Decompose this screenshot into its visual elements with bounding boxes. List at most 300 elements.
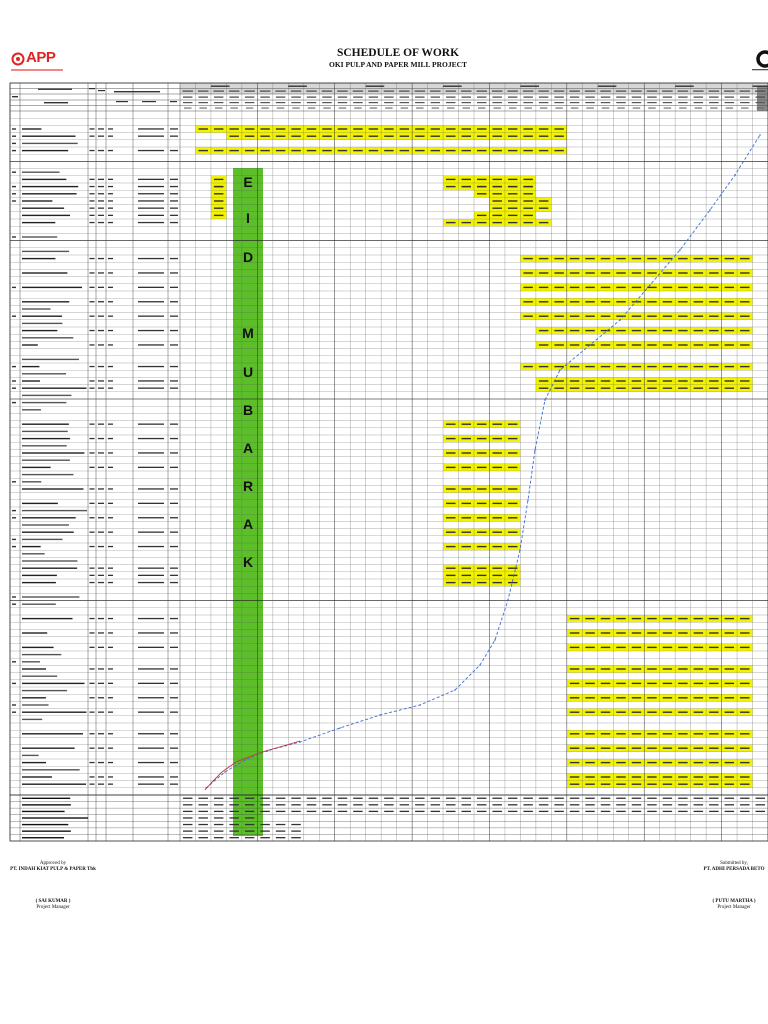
cell-text [492,532,501,533]
cell-text [508,804,517,805]
cell-text [138,647,164,648]
cell-text [725,668,734,669]
cell-text [678,366,687,367]
cell-text [22,553,45,554]
cell-text [647,784,656,785]
cell-text [415,136,424,137]
curve-point [734,174,736,176]
cell-text [22,481,41,482]
cell-text [138,128,164,129]
cell-text [229,150,238,151]
cell-text [338,102,347,103]
cell-text [260,824,269,825]
cell-text [198,811,207,812]
cell-text [22,647,54,648]
curve-point [507,599,509,601]
cell-text [98,272,104,273]
cell-text [647,776,656,777]
cell-text [446,503,455,504]
cell-text [245,817,254,818]
cell-text [22,532,74,533]
submission-block [688,861,768,911]
cell-text [523,272,532,273]
cell-text [554,798,563,799]
cell-text [170,272,178,273]
cell-text [98,546,104,547]
cell-text [585,316,594,317]
cell-text [108,647,113,648]
cell-text [116,101,128,102]
cell-text [337,91,347,92]
cell-text [90,452,95,453]
cell-text [170,330,178,331]
cell-text [353,798,362,799]
cell-text [338,811,347,812]
cell-text [477,582,486,583]
cell-text [647,647,656,648]
cell-text [694,776,703,777]
cell-text [291,824,300,825]
cell-text [523,366,532,367]
cell-text [678,316,687,317]
cell-text [366,86,385,87]
cell-text [601,697,610,698]
cell-text [400,136,409,137]
cell-text [678,784,687,785]
cell-text [183,102,192,103]
banner-letter: D [242,249,254,265]
cell-text [198,97,207,98]
cell-text [138,366,164,367]
cell-text [616,102,625,103]
cell-text [647,697,656,698]
cell-text [663,804,672,805]
cell-text [214,97,223,98]
cell-text [523,208,532,209]
cell-text [138,452,164,453]
cell-text [662,91,672,92]
cell-text [694,97,703,98]
cell-text [740,366,749,367]
cell-text [22,128,41,129]
cell-text [431,128,440,129]
cell-text [570,712,579,713]
cell-text [647,632,656,633]
cell-text [22,654,61,655]
cell-text [214,128,223,129]
approved-by-label: Approved by [39,861,67,866]
cell-text [616,366,625,367]
cell-text [446,186,455,187]
curve-point [454,689,456,691]
cell-text [184,108,191,109]
cell-text [694,683,703,684]
cell-text [740,344,749,345]
cell-text [90,762,95,763]
cell-text [585,804,594,805]
cell-text [98,776,104,777]
cell-text [22,776,52,777]
cell-text [601,366,610,367]
cell-text [616,91,626,92]
cell-text [740,316,749,317]
cell-text [492,102,501,103]
cell-text [22,837,64,838]
cell-text [431,102,440,103]
cell-text [12,172,16,173]
cell-text [508,102,517,103]
cell-text [740,272,749,273]
cell-text [22,208,64,209]
cell-text [508,575,517,576]
cell-text [170,488,178,489]
cell-text [108,316,113,317]
cell-text [695,108,702,109]
cell-text [98,683,104,684]
cell-text [725,784,734,785]
cell-text [369,136,378,137]
cell-text [90,150,95,151]
cell-text [663,388,672,389]
cell-text [170,762,178,763]
cell-text [22,150,68,151]
cell-text [22,380,40,381]
cell-text [678,647,687,648]
cell-text [725,811,734,812]
cell-text [647,712,656,713]
cell-text [211,86,230,87]
cell-text [415,811,424,812]
cell-text [22,546,41,547]
cell-text [631,91,641,92]
cell-text [709,776,718,777]
cell-text [616,632,625,633]
cell-text [307,136,316,137]
cell-text [647,301,656,302]
cell-text [694,804,703,805]
cell-text [338,128,347,129]
cell-text [740,258,749,259]
cell-text [570,784,579,785]
cell-text [170,388,178,389]
cell-text [617,108,624,109]
cell-text [108,150,113,151]
cell-text [98,330,104,331]
cell-text [245,136,254,137]
cell-text [492,128,501,129]
cell-text [138,179,164,180]
cell-text [477,568,486,569]
cell-text [679,108,686,109]
cell-text [492,200,501,201]
approver-name: ( SAI KUMAR ) [35,899,71,904]
cell-text [601,784,610,785]
cell-text [322,136,331,137]
cell-text [98,90,105,91]
cell-text [276,136,285,137]
cell-text [198,798,207,799]
cell-text [570,697,579,698]
cell-text [138,344,164,345]
cell-text [170,366,178,367]
cell-text [586,108,593,109]
cell-text [138,186,164,187]
cell-text [694,798,703,799]
cell-text [108,452,113,453]
cell-text [90,438,95,439]
cell-text [370,108,377,109]
cell-text [170,618,178,619]
cell-text [477,452,486,453]
cell-text [98,128,104,129]
cell-text [12,604,16,605]
cell-text [90,258,95,259]
cell-text [694,784,703,785]
cell-text [539,258,548,259]
cell-text [601,301,610,302]
cell-text [142,101,156,102]
cell-text [98,200,104,201]
cell-text [663,301,672,302]
cell-text [22,524,69,525]
cell-text [22,560,77,561]
contractor-logo-icon [752,50,768,74]
cell-text [740,301,749,302]
cell-text [138,733,164,734]
cell-text [539,136,548,137]
cell-text [22,236,57,237]
cell-text [694,344,703,345]
cell-text [538,91,548,92]
cell-text [98,748,104,749]
cell-text [260,837,269,838]
cell-text [678,380,687,381]
cell-text [678,287,687,288]
cell-text [114,91,160,92]
cell-text [616,784,625,785]
curve-point [527,499,529,501]
cell-text [508,488,517,489]
cell-text [492,193,501,194]
cell-text [170,546,178,547]
cell-text [90,618,95,619]
cell-text [601,733,610,734]
cell-text [138,388,164,389]
cell-text [585,330,594,331]
cell-text [108,618,113,619]
cell-text [291,150,300,151]
cell-text [554,344,563,345]
cell-text [90,503,95,504]
curve-point [544,399,546,401]
cell-text [138,697,164,698]
cell-text [291,804,300,805]
cell-text [709,272,718,273]
cell-text [740,776,749,777]
cell-text [678,272,687,273]
cell-text [616,258,625,259]
cell-text [22,798,70,799]
cell-text [446,575,455,576]
cell-text [678,258,687,259]
cell-text [90,488,95,489]
cell-text [12,380,16,381]
cell-text [108,568,113,569]
cell-text [740,748,749,749]
cell-text [288,86,307,87]
cell-text [632,388,641,389]
cell-text [308,108,315,109]
cell-text [322,804,331,805]
cell-text [183,837,192,838]
cell-text [12,186,16,187]
cell-text [322,102,331,103]
cell-text [462,438,471,439]
cell-text [523,150,532,151]
cell-text [446,467,455,468]
cell-text [307,811,316,812]
cell-text [108,215,113,216]
cell-text [694,632,703,633]
cell-text [710,108,717,109]
cell-text [108,632,113,633]
cell-text [98,301,104,302]
banner-letter: K [242,554,254,570]
cell-text [22,712,86,713]
cell-text [647,258,656,259]
cell-text [138,683,164,684]
cell-text [725,330,734,331]
cell-text [523,193,532,194]
cell-text [22,409,41,410]
cell-text [291,811,300,812]
cell-text [44,102,68,103]
cell-text [616,804,625,805]
cell-text [214,811,223,812]
cell-text [632,697,641,698]
cell-text [138,467,164,468]
curve-point [479,664,481,666]
cell-text [138,488,164,489]
cell-text [170,101,177,102]
cell-text [22,308,50,309]
cell-text [616,344,625,345]
cell-text [616,733,625,734]
cell-text [616,330,625,331]
cell-text [198,91,208,92]
cell-text [90,784,95,785]
cell-text [678,301,687,302]
table-border [10,83,768,841]
submitted-by-label: Submitted by, [720,861,748,866]
cell-text [462,424,471,425]
cell-text [446,488,455,489]
curve-point [619,319,621,321]
cell-text [554,102,563,103]
cell-text [694,258,703,259]
cell-text [170,733,178,734]
cell-text [22,344,38,345]
cell-text [647,618,656,619]
cell-text [98,366,104,367]
cell-text [757,108,764,109]
cell-text [508,424,517,425]
cell-text [369,798,378,799]
cell-text [478,108,485,109]
cell-text [462,452,471,453]
cell-text [632,618,641,619]
cell-text [22,388,87,389]
cell-text [462,546,471,547]
cell-text [554,128,563,129]
cell-text [138,618,164,619]
cell-text [585,618,594,619]
cell-text [664,108,671,109]
cell-text [492,186,501,187]
cell-text [98,258,104,259]
cell-text [138,150,164,151]
cell-text [508,532,517,533]
cell-text [22,830,71,831]
cell-text [601,668,610,669]
cell-text [431,811,440,812]
cell-text [22,424,69,425]
cell-text [508,452,517,453]
cell-text [508,503,517,504]
cell-text [616,647,625,648]
cell-text [523,798,532,799]
cell-text [709,287,718,288]
curve-point [679,249,681,251]
cell-text [98,568,104,569]
cell-text [570,388,579,389]
cell-text [170,200,178,201]
cell-text [384,136,393,137]
cell-text [709,301,718,302]
cell-text [338,804,347,805]
cell-text [138,193,164,194]
cell-text [570,668,579,669]
cell-text [477,186,486,187]
cell-text [725,258,734,259]
cell-text [214,150,223,151]
cell-text [647,272,656,273]
cell-text [663,97,672,98]
cell-text [462,532,471,533]
cell-text [12,596,16,597]
cell-text [492,575,501,576]
cell-text [90,186,95,187]
cell-text [523,804,532,805]
cell-text [22,510,87,511]
cell-text [492,488,501,489]
cell-text [108,208,113,209]
cell-text [215,108,222,109]
cell-text [508,150,517,151]
cell-text [276,804,285,805]
cell-text [22,804,71,805]
cell-text [384,798,393,799]
cell-text [616,272,625,273]
cell-text [725,301,734,302]
cell-text [170,179,178,180]
banner-letter: U [242,364,254,380]
cell-text [12,150,16,151]
cell-text [616,712,625,713]
cell-text [260,830,269,831]
cell-text [98,179,104,180]
cell-text [663,272,672,273]
